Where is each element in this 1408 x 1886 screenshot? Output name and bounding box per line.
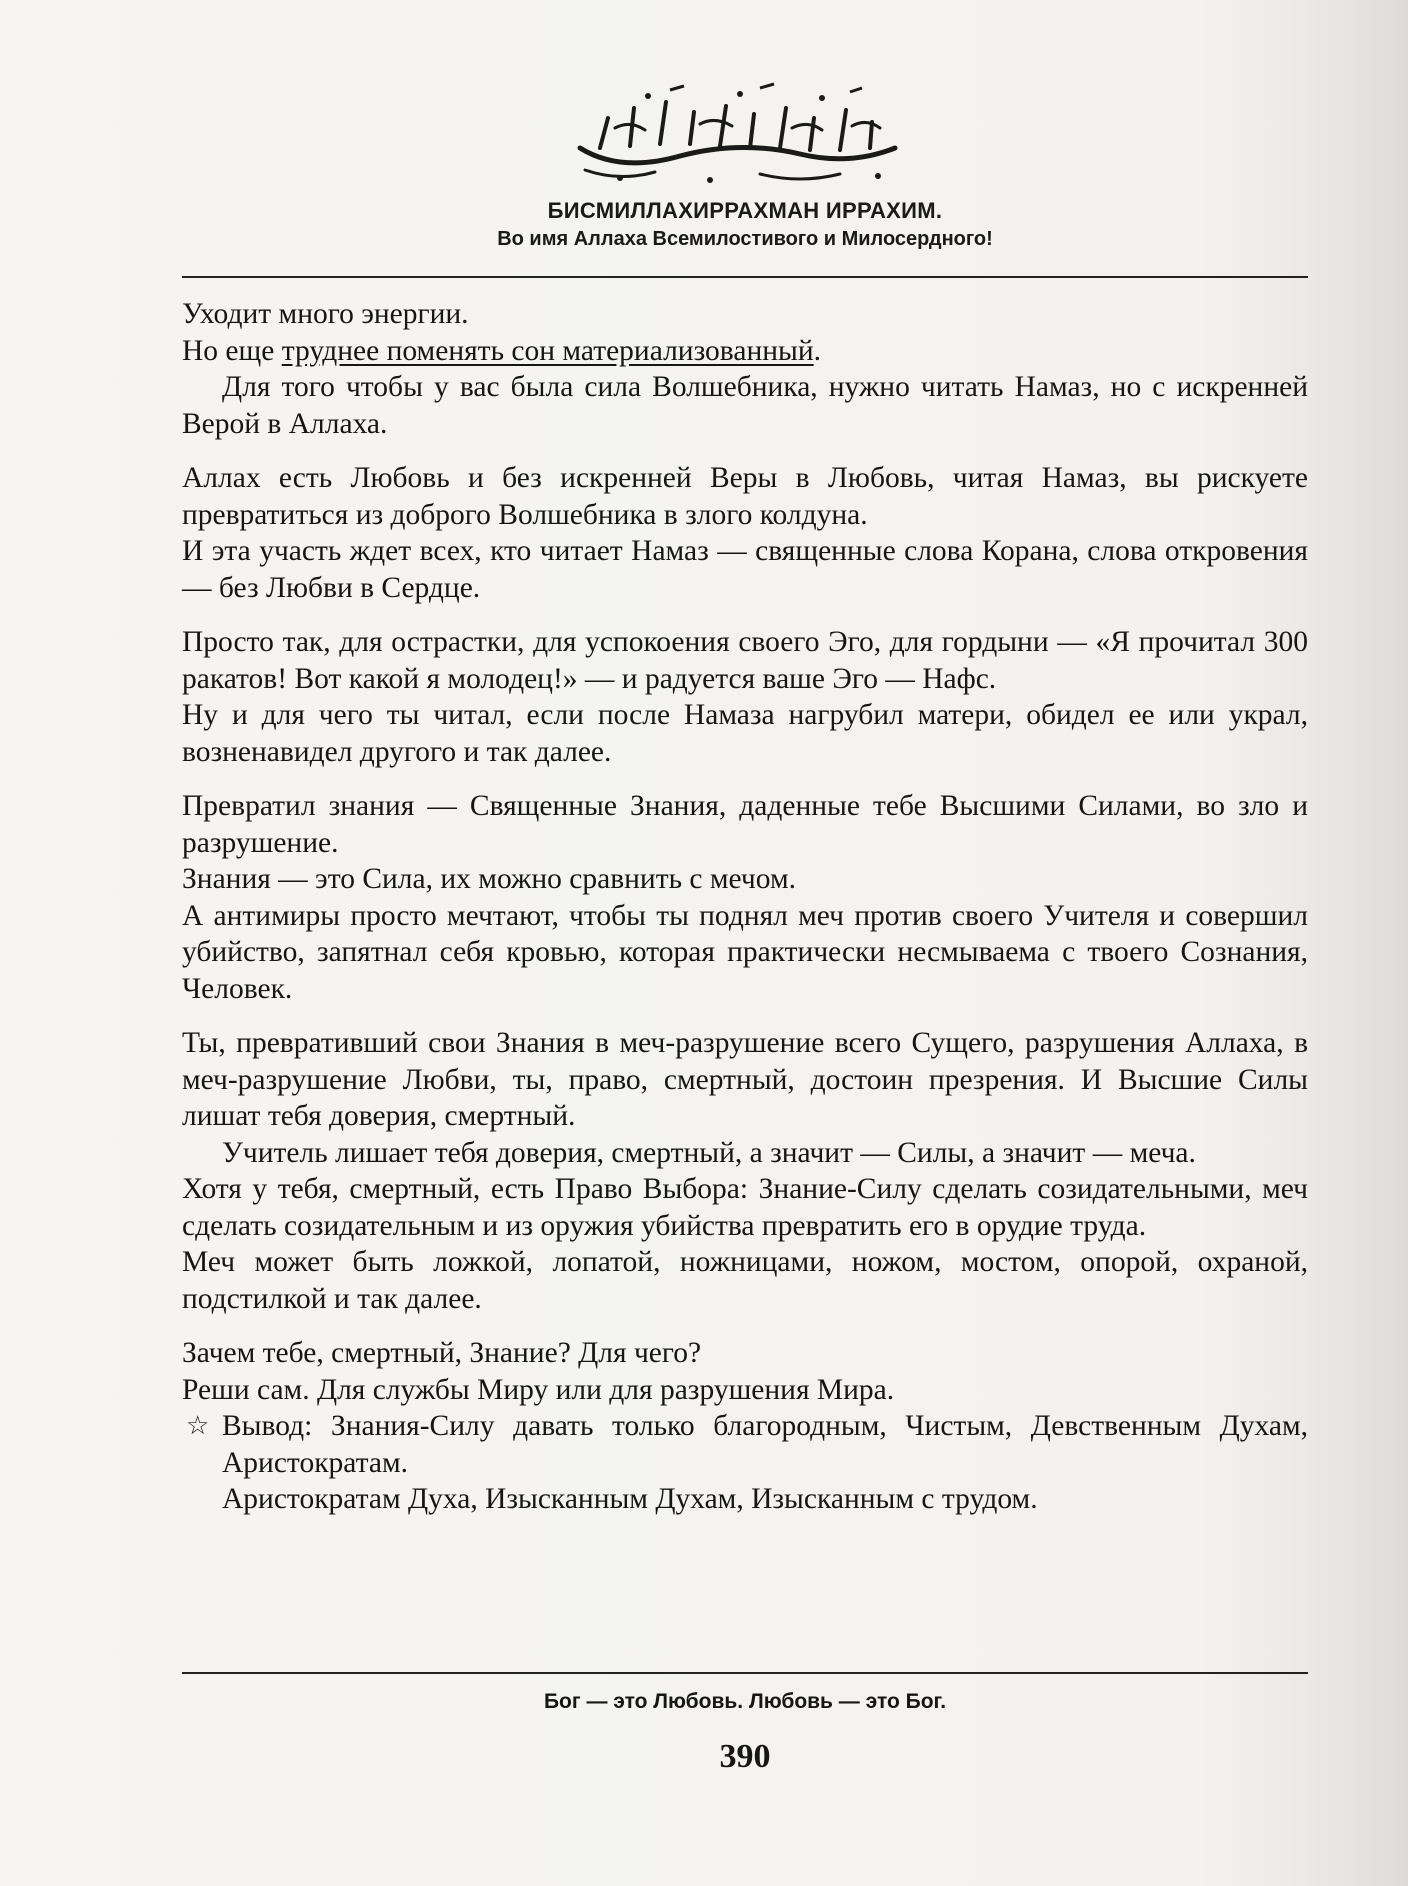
star-outline-icon: ☆ [186, 1411, 210, 1440]
paragraph: Превратил знания — Священные Знания, даденные тебе Высшими Силами, во зло и разрушение. [182, 790, 1308, 859]
conclusion-continuation: Аристократам Духа, Изысканным Духам, Изысканным с трудом. [222, 1483, 1038, 1515]
paragraph: Знания — это Сила, их можно сравнить с мечом. [182, 863, 796, 895]
header-divider [182, 276, 1308, 278]
paragraph-tail: . [813, 334, 822, 367]
paragraph: Аллах есть Любовь и без искренней Веры в Любовь, читая Намаз, вы рискуете превратиться из доброго Волшебника в злого колдуна. [182, 462, 1308, 531]
paragraph: Реши сам. Для службы Миру или для разрушения Мира. [182, 1373, 895, 1406]
paragraph: А антимиры просто мечтают, чтобы ты поднял меч против своего Учителя и совершил убийство, запятнал себя кровью, которая практически несмываема с твоего Сознания, Человек. [182, 899, 1308, 1005]
paragraph: Учитель лишает тебя доверия, смертный, а значит — Силы, а значит — меча. [222, 1136, 1196, 1169]
paragraph: Ну и для чего ты читал, если после Намаза нагрубил матери, обидел ее или украл, возненавидел другого и так далее. [182, 699, 1308, 768]
paragraph: Ты, превративший свои Знания в меч-разрушение всего Сущего, разрушения Аллаха, в меч-разрушение Любви, ты, право, смертный, достоин презрения. И Высшие Силы лишат тебя доверия, смертный. [182, 1027, 1308, 1132]
paragraph: И эта участь ждет всех, кто читает Намаз — священные слова Корана, слова откровения — без Любви в Сердце. [182, 535, 1308, 604]
paragraph: Меч может быть ложкой, лопатой, ножницами, ножом, мостом, опорой, охраной, подстилкой и так далее. [182, 1246, 1308, 1315]
body-text [182, 296, 1308, 1518]
paragraph-lead: Но еще [182, 334, 282, 367]
footer-motto: Бог — это Любовь. Любовь — это Бог. [543, 1690, 947, 1713]
underlined-phrase: труднее поменять сон материализованный [281, 334, 814, 367]
footer-divider [182, 1672, 1308, 1674]
arabic-basmala-calligraphy-icon [560, 78, 920, 188]
header-title: БИСМИЛЛАХИРРАХМАН ИРРАХИМ. [547, 198, 943, 223]
paragraph: Для того чтобы у вас была сила Волшебника, нужно читать Намаз, но с искренней Верой в Аллаха. [182, 371, 1308, 440]
paragraph: Зачем тебе, смертный, Знание? Для чего? [182, 1337, 702, 1369]
conclusion-text: Вывод: Знания-Силу давать только благородным, Чистым, Девственным Духам, Аристократам. [222, 1410, 1308, 1479]
page-number: 390 [719, 1738, 771, 1775]
paragraph: Хотя у тебя, смертный, есть Право Выбора: Знание-Силу сделать созидательными, меч сделать созидательным и из оружия убийства превратить его в орудие труда. [182, 1173, 1308, 1242]
paragraph: Уходит много энергии. [182, 298, 469, 330]
paragraph [182, 333, 1308, 370]
conclusion [182, 1408, 1308, 1481]
paragraph: Просто так, для острастки, для успокоения своего Эго, для гордыни — «Я прочитал 300 ракатов! Вот какой я молодец!» — и радуется ваше Эго — Нафс. [182, 626, 1308, 695]
header-subtitle: Во имя Аллаха Всемилостивого и Милосердного! [497, 228, 993, 250]
